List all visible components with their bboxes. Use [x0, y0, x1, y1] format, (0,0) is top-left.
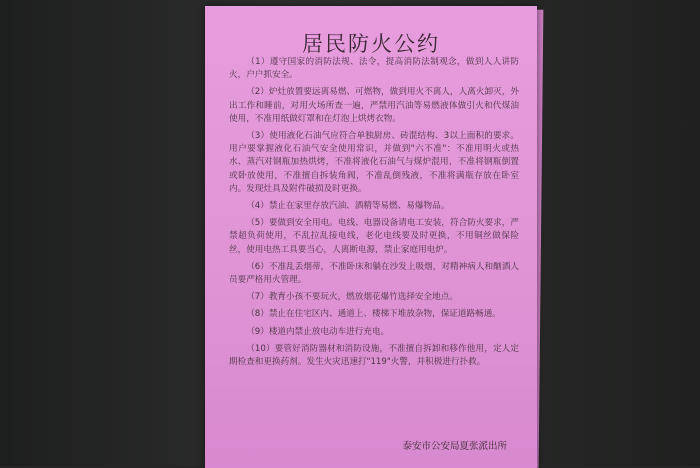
issuer-signature: 泰安市公安局夏张派出所 — [402, 441, 507, 452]
article-9: （9）楼道内禁止放电动车进行充电。 — [246, 326, 390, 337]
notice-body — [229, 56, 519, 373]
article-8: （8）禁止在住宅区内、通道上、楼梯下堆放杂物，保证道路畅通。 — [246, 309, 501, 320]
notice-title: 居民防火公约 — [302, 32, 440, 56]
article-3: （3）使用液化石油气应符合单独厨房、砖混结构、3以上面积的要求。用户要掌握液化石油气安全使用常识，并做到"六不准"：不准用明火或热水、蒸汽对钢瓶加热烘烤，不准将液化石油气与煤炉混用，不准将钢瓶倒置或卧放使用，不准擅自拆装角阀，不准乱倒残液，不准将满瓶存放在卧室内。发现灶具及附件破损及时更换。 — [229, 131, 519, 194]
article-1: （1）遵守国家的消防法规、法令，提高消防法制观念，做到人人讲防火，户户抓安全。 — [229, 57, 519, 81]
article-10: （10）要管好消防器材和消防设施，不准擅自拆卸和移作他用，定人定期检查和更换药剂。发生火灾迅速打"119"火警，并积极进行扑救。 — [229, 343, 519, 368]
article-5: （5）要做到安全用电。电线、电器设备请电工安装，符合防火要求，严禁超负荷使用，不乱拉乱接电线，老化电线要及时更换，不用铜丝做保险丝，使用电热工具要当心，人离断电源，禁止家庭用电炉。 — [229, 218, 519, 255]
article-2: （2）炉灶放置要远离易燃、可燃物，做到用火不离人，人离火卸灭，外出工作和睡前，对用火场所查一遍，严禁用汽油等易燃液体做引火和代煤油使用，不准用纸做灯罩和在灯泡上烘烤衣物。 — [229, 87, 519, 124]
article-4: （4）禁止在家里存放汽油、酒精等易燃、易爆物品。 — [246, 201, 450, 212]
article-6: （6）不准乱丢烟蒂，不准卧床和躺在沙发上吸烟，对精神病人和酗酒人员要严格用火管理。 — [229, 261, 519, 286]
notice-sheet — [205, 6, 537, 468]
article-7: （7）教育小孩不要玩火，燃放烟花爆竹选择安全地点。 — [246, 292, 458, 303]
